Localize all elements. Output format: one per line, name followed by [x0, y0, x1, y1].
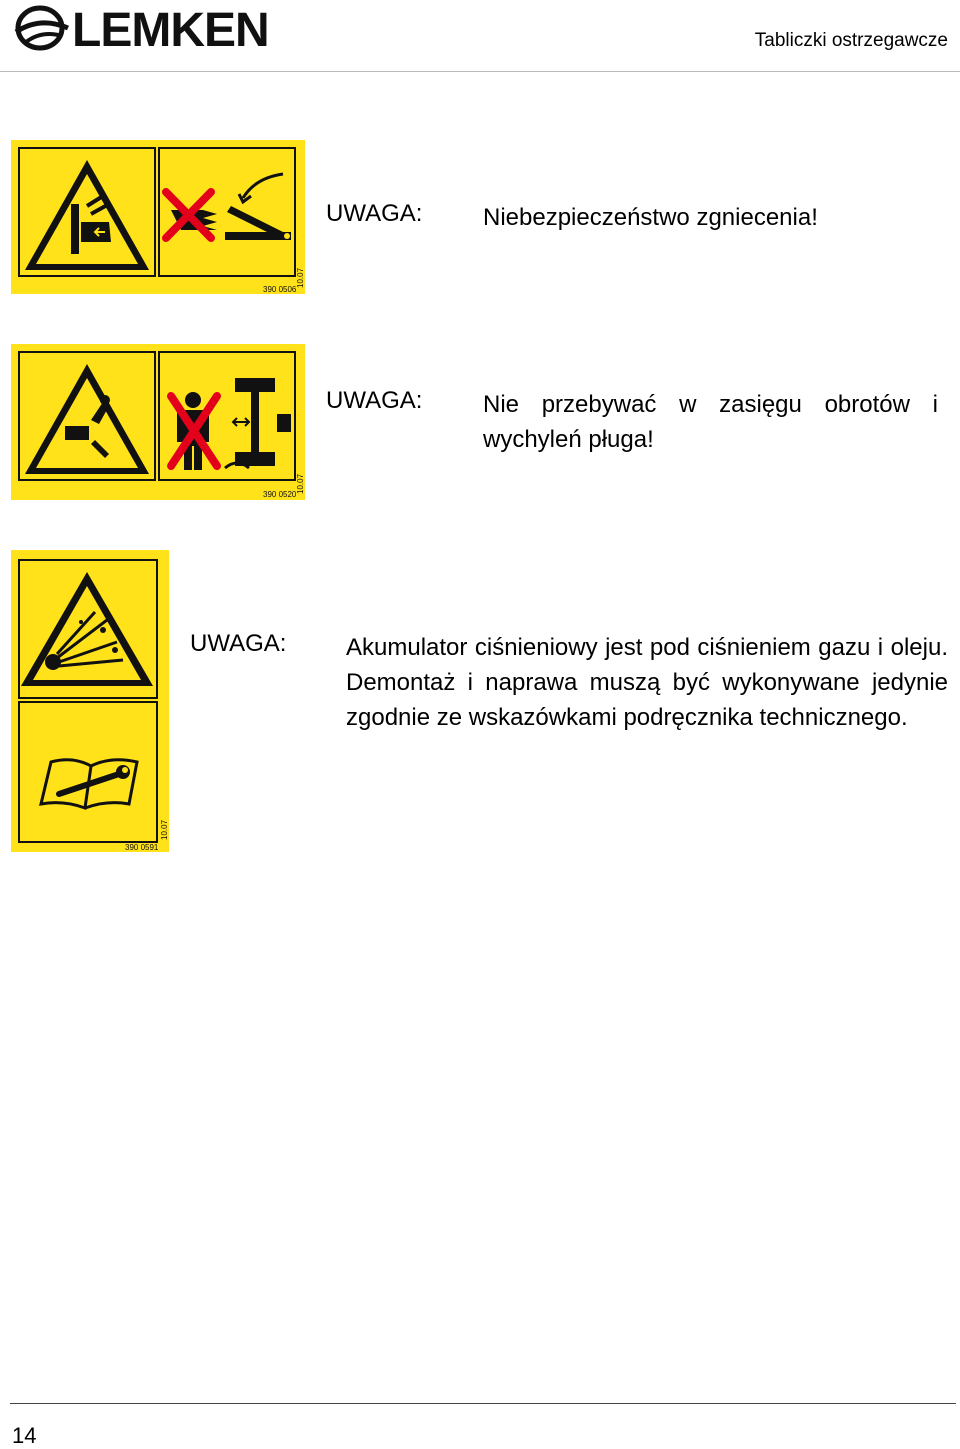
sign-date: 10.07 [160, 819, 169, 840]
brand-name: LEMKEN [72, 4, 269, 56]
sign-date: 10.07 [296, 473, 305, 494]
sign-code: 390 0520 [263, 490, 297, 499]
footer-divider [10, 1403, 956, 1404]
warning-text: Niebezpieczeństwo zgniecenia! [483, 204, 818, 231]
warning-text: Nie przebywać w zasięgu obrotów i wychyleń pługa! [483, 391, 938, 453]
sign-date: 10.07 [296, 267, 305, 288]
warning-sign-swing [11, 344, 305, 500]
section-title: Tabliczki ostrzegawcze [754, 30, 948, 51]
warning-sign-pressure [11, 550, 169, 852]
sign-code: 390 0591 [125, 843, 159, 852]
page-number: 14 [12, 1423, 37, 1448]
warning-text: Akumulator ciśnieniowy jest pod ciśnieniem gazu i oleju. Demontaż i naprawa muszą być wykonywane jedynie zgodnie ze wskazówkami podręcznika technicznego. [346, 634, 948, 731]
lemken-logo [12, 2, 297, 56]
sign-code: 390 0506 [263, 285, 297, 294]
warning-label: UWAGA: [326, 387, 423, 414]
header-divider [0, 71, 960, 72]
warning-label: UWAGA: [190, 630, 287, 657]
logo-emblem-icon [16, 8, 68, 48]
warning-label: UWAGA: [326, 200, 423, 227]
warning-sign-crush [11, 140, 305, 294]
